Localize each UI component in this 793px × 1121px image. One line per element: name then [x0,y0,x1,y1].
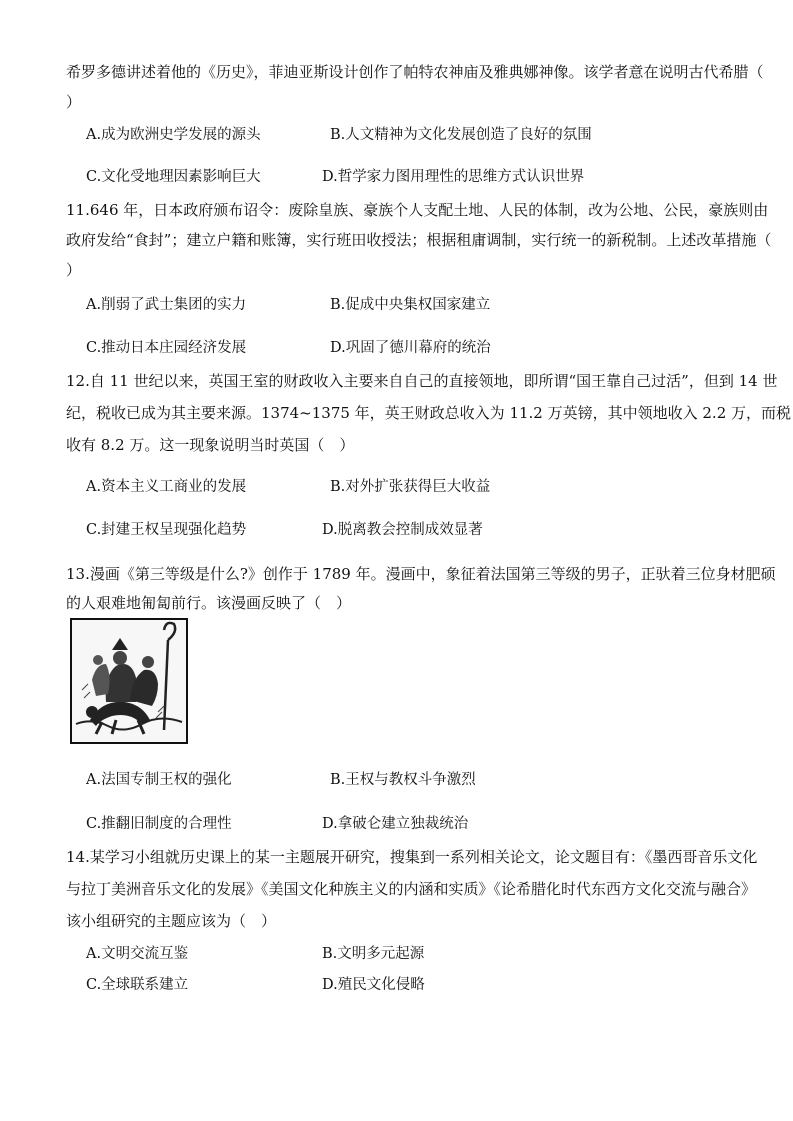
q12-stem-line1: 12.自 11 世纪以来，英国王室的财政收入主要来自自己的直接领地，即所谓“国王靠自己过活”，但到 14 世 [66,372,778,390]
q11-stem-line3: ） [66,261,82,279]
q13-option-b: B.王权与教权斗争激烈 [330,772,476,788]
q11-option-d: D.巩固了德川幕府的统治 [330,340,491,356]
q12-option-c: C.封建王权呈现强化趋势 [86,522,247,538]
q11-stem-line1: 11.646 年，日本政府颁布诏令：废除皇族、豪族个人支配土地、人民的体制，改为公地、公民，豪族则由 [66,201,769,219]
q12-stem-line2: 纪，税收已成为其主要来源。1374~1375 年，英王财政总收入为 11.2 万英镑，其中领地收入 2.2 万，而税 [66,404,792,422]
q10-option-b: B.人文精神为文化发展创造了良好的氛围 [330,127,592,143]
q13-stem-line2: 的人艰难地匍匐前行。该漫画反映了（ ） [66,594,352,612]
q13-stem-line1: 13.漫画《第三等级是什么?》创作于 1789 年。漫画中，象征着法国第三等级的男子，正驮着三位身材肥硕 [66,565,776,583]
q13-option-d: D.拿破仑建立独裁统治 [322,816,469,832]
q14-option-c: C.全球联系建立 [86,977,189,993]
q10-stem-line2: ） [66,93,82,111]
q14-stem-line3: 该小组研究的主题应该为（ ） [66,912,277,930]
q12-stem-line3: 收有 8.2 万。这一现象说明当时英国（ ） [66,436,355,454]
q14-option-a: A.文明交流互鉴 [86,946,189,962]
q12-option-a: A.资本主义工商业的发展 [86,479,247,495]
q10-option-c: C.文化受地理因素影响巨大 [86,169,261,185]
q12-option-d: D.脱离教会控制成效显著 [322,522,483,538]
q11-stem-line2: 政府发给“食封”；建立户籍和账簿，实行班田收授法；根据租庸调制，实行统一的新税制。上述改革措施（ [66,231,772,249]
third-estate-comic-image [70,618,188,744]
q12-option-b: B.对外扩张获得巨大收益 [330,479,491,495]
q14-option-b: B.文明多元起源 [322,946,425,962]
q11-option-a: A.削弱了武士集团的实力 [86,297,247,313]
q13-option-a: A.法国专制王权的强化 [86,772,232,788]
q10-stem-line1: 希罗多德讲述着他的《历史》，菲迪亚斯设计创作了帕特农神庙及雅典娜神像。该学者意在说明古代希腊（ [66,63,764,81]
q14-stem-line2: 与拉丁美洲音乐文化的发展》《美国文化种族主义的内涵和实质》《论希腊化时代东西方文化交流与融合》 [66,880,757,898]
q11-option-c: C.推动日本庄园经济发展 [86,340,247,356]
q13-option-c: C.推翻旧制度的合理性 [86,816,232,832]
q10-option-d: D.哲学家力图用理性的思维方式认识世界 [322,169,585,185]
q11-option-b: B.促成中央集权国家建立 [330,297,491,313]
comic-illustration [72,620,186,742]
q14-option-d: D.殖民文化侵略 [322,977,425,993]
q10-option-a: A.成为欧洲史学发展的源头 [86,127,261,143]
q14-stem-line1: 14.某学习小组就历史课上的某一主题展开研究，搜集到一系列相关论文，论文题目有：《墨西哥音乐文化 [66,848,758,866]
